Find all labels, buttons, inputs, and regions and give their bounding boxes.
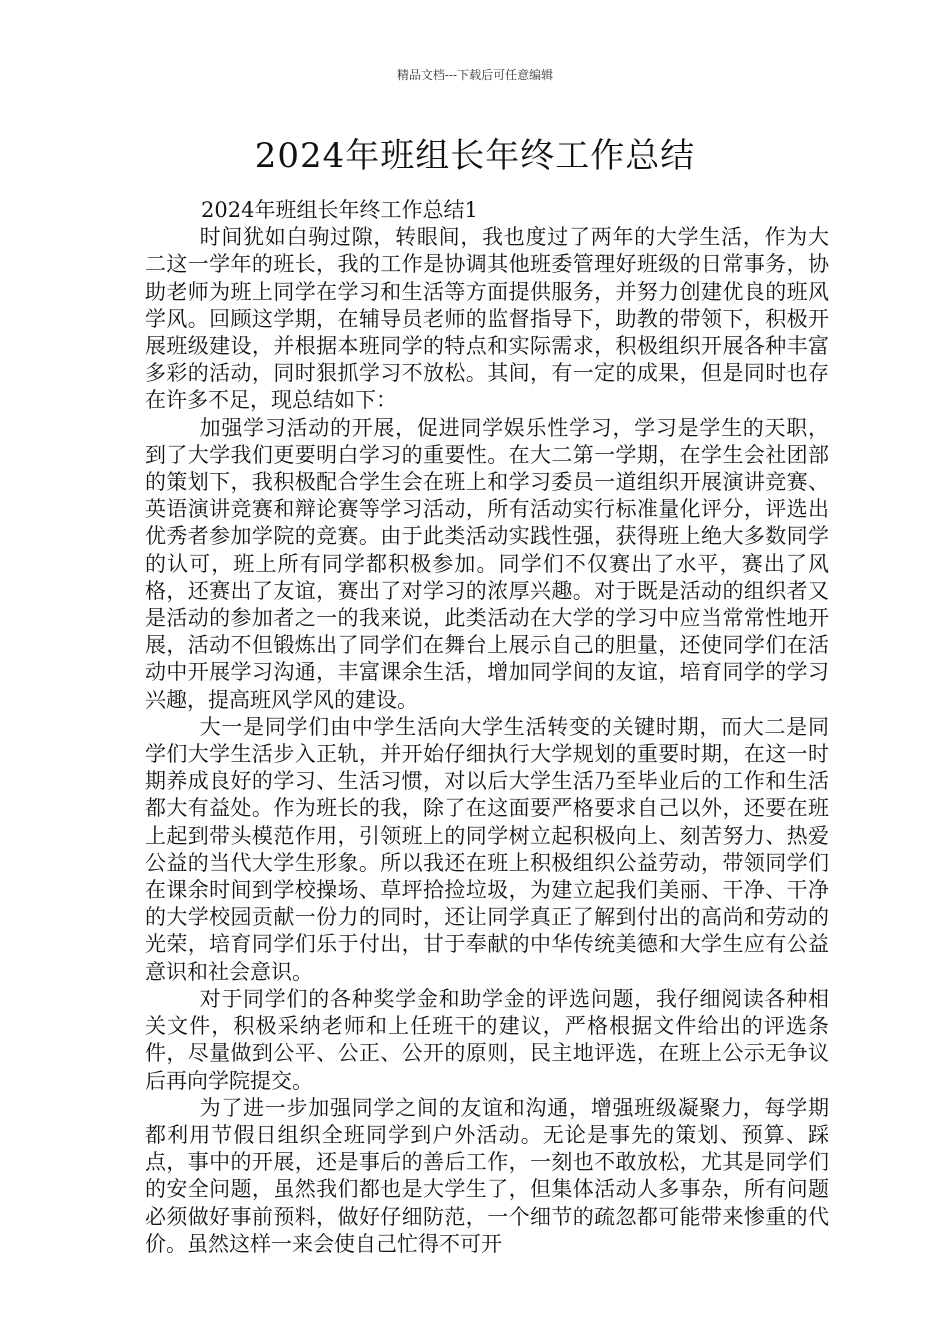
paragraph-5: 为了进一步加强同学之间的友谊和沟通，增强班级凝聚力，每学期都利用节假日组织全班同学到户外活动。无论是事先的策划、预算、踩点，事中的开展，还是事后的善后工作，一刻也不敢放松，尤其是同学们的安全问题，虽然我们都也是大学生了，但集体活动人多事杂，所有问题必须做好事前预料，做好仔细防范，一个细节的疏忽都可能带来惨重的代价。虽然这样一来会使自己忙得不可开 [145, 1095, 829, 1256]
section-subheading: 2024年班组长年终工作总结1 [201, 198, 478, 222]
paragraph-4: 对于同学们的各种奖学金和助学金的评选问题，我仔细阅读各种相关文件，积极采纳老师和上任班干的建议，严格根据文件给出的评选条件，尽量做到公平、公正、公开的原则，民主地评选，在班上公示无争议后再向学院提交。 [145, 986, 829, 1093]
paragraph-3: 大一是同学们由中学生活向大学生活转变的关键时期，而大二是同学们大学生活步入正轨，并开始仔细执行大学规划的重要时期，在这一时期养成良好的学习、生活习惯，对以后大学生活乃至毕业后的工作和生活都大有益处。作为班长的我，除了在这面要严格要求自己以外，还要在班上起到带头模范作用，引领班上的同学树立起积极向上、刻苦努力、热爱公益的当代大学生形象。所以我还在班上积极组织公益劳动，带领同学们在课余时间到学校操场、草坪拾捡垃圾，为建立起我们美丽、干净、干净的大学校园贡献一份力的同时，还让同学真正了解到付出的高尚和劳动的光荣，培育同学们乐于付出，甘于奉献的中华传统美德和大学生应有公益意识和社会意识。 [145, 714, 829, 984]
paragraph-2: 加强学习活动的开展，促进同学娱乐性学习，学习是学生的天职，到了大学我们更要明白学习的重要性。在大二第一学期，在学生会社团部的策划下，我积极配合学生会在班上和学习委员一道组织开展演讲竞赛、英语演讲竞赛和辩论赛等学习活动，所有活动实行标准量化评分，评选出优秀者参加学院的竞赛。由于此类活动实践性强，获得班上绝大多数同学的认可，班上所有同学都积极参加。同学们不仅赛出了水平，赛出了风格，还赛出了友谊，赛出了对学习的浓厚兴趣。对于既是活动的组织者又是活动的参加者之一的我来说，此类活动在大学的学习中应当常常性地开展，活动不但锻炼出了同学们在舞台上展示自己的胆量，还使同学们在活动中开展学习沟通，丰富课余生活，增加同学间的友谊，培育同学的学习兴趣，提高班风学风的建设。 [145, 415, 829, 712]
document-body [145, 197, 829, 1258]
header-note: 精品文档---下载后可任意编辑 [396, 68, 554, 82]
paragraph-1: 时间犹如白驹过隙，转眼间，我也度过了两年的大学生活，作为大二这一学年的班长，我的工作是协调其他班委管理好班级的日常事务，协助老师为班上同学在学习和生活等方面提供服务，并努力创建优良的班风学风。回顾这学期，在辅导员老师的监督指导下，助教的带领下，积极开展班级建设，并根据本班同学的特点和实际需求，积极组织开展各种丰富多彩的活动，同时狠抓学习不放松。其间，有一定的成果，但是同时也存在许多不足，现总结如下： [145, 225, 829, 413]
document-title: 2024年班组长年终工作总结 [254, 136, 696, 176]
